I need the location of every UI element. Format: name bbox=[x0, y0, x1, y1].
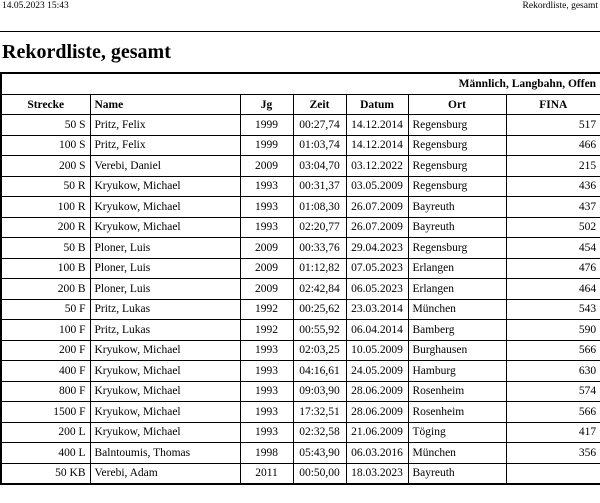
cell-jg: 1993 bbox=[240, 217, 293, 238]
cell-datum: 21.06.2009 bbox=[346, 422, 408, 443]
cell-name: Kryukow, Michael bbox=[90, 361, 240, 382]
cell-name: Pritz, Felix bbox=[90, 115, 240, 136]
cell-strecke: 800 F bbox=[1, 381, 90, 402]
cell-datum: 06.05.2023 bbox=[346, 279, 408, 300]
cell-ort: Bayreuth bbox=[408, 463, 506, 484]
cell-name: Kryukow, Michael bbox=[90, 402, 240, 423]
cell-ort: Burghausen bbox=[408, 340, 506, 361]
cell-jg: 1999 bbox=[240, 115, 293, 136]
cell-zeit: 00:50,00 bbox=[293, 463, 346, 484]
cell-name: Ploner, Luis bbox=[90, 258, 240, 279]
cell-datum: 28.06.2009 bbox=[346, 402, 408, 423]
cell-jg: 1992 bbox=[240, 320, 293, 341]
table-row bbox=[1, 217, 600, 238]
cell-strecke: 400 F bbox=[1, 361, 90, 382]
cell-datum: 26.07.2009 bbox=[346, 217, 408, 238]
table-row bbox=[1, 299, 600, 320]
cell-name: Pritz, Lukas bbox=[90, 299, 240, 320]
table-row bbox=[1, 115, 600, 136]
print-doc-title: Rekordliste, gesamt bbox=[522, 1, 598, 11]
table-row bbox=[1, 463, 600, 484]
cell-datum: 18.03.2023 bbox=[346, 463, 408, 484]
column-header-jg: Jg bbox=[240, 95, 293, 115]
cell-name: Pritz, Felix bbox=[90, 135, 240, 156]
cell-fina: 356 bbox=[506, 443, 600, 464]
cell-jg: 1993 bbox=[240, 361, 293, 382]
cell-name: Balntoumis, Thomas bbox=[90, 443, 240, 464]
cell-strecke: 100 B bbox=[1, 258, 90, 279]
cell-strecke: 50 F bbox=[1, 299, 90, 320]
cell-zeit: 09:03,90 bbox=[293, 381, 346, 402]
table-row bbox=[1, 258, 600, 279]
cell-fina: 590 bbox=[506, 320, 600, 341]
cell-name: Ploner, Luis bbox=[90, 238, 240, 259]
cell-strecke: 200 R bbox=[1, 217, 90, 238]
table-row bbox=[1, 176, 600, 197]
cell-fina: 566 bbox=[506, 402, 600, 423]
cell-datum: 10.05.2009 bbox=[346, 340, 408, 361]
cell-datum: 03.12.2022 bbox=[346, 156, 408, 177]
cell-fina: 437 bbox=[506, 197, 600, 218]
cell-name: Pritz, Lukas bbox=[90, 320, 240, 341]
table-row bbox=[1, 443, 600, 464]
cell-datum: 14.12.2014 bbox=[346, 135, 408, 156]
cell-jg: 2011 bbox=[240, 463, 293, 484]
cell-ort: Bayreuth bbox=[408, 197, 506, 218]
cell-ort: Regensburg bbox=[408, 238, 506, 259]
cell-jg: 1993 bbox=[240, 422, 293, 443]
cell-zeit: 02:42,84 bbox=[293, 279, 346, 300]
table-row bbox=[1, 238, 600, 259]
cell-name: Ploner, Luis bbox=[90, 279, 240, 300]
cell-fina: 464 bbox=[506, 279, 600, 300]
cell-ort: Bamberg bbox=[408, 320, 506, 341]
cell-zeit: 00:27,74 bbox=[293, 115, 346, 136]
table-row bbox=[1, 402, 600, 423]
cell-datum: 28.06.2009 bbox=[346, 381, 408, 402]
cell-ort: Regensburg bbox=[408, 156, 506, 177]
cell-datum: 24.05.2009 bbox=[346, 361, 408, 382]
cell-zeit: 01:08,30 bbox=[293, 197, 346, 218]
cell-ort: Hamburg bbox=[408, 361, 506, 382]
cell-strecke: 200 S bbox=[1, 156, 90, 177]
cell-fina: 215 bbox=[506, 156, 600, 177]
cell-strecke: 50 R bbox=[1, 176, 90, 197]
table-row bbox=[1, 361, 600, 382]
cell-jg: 1993 bbox=[240, 381, 293, 402]
cell-zeit: 01:12,82 bbox=[293, 258, 346, 279]
category-label: Männlich, Langbahn, Offen bbox=[1, 73, 600, 95]
cell-strecke: 50 S bbox=[1, 115, 90, 136]
cell-name: Kryukow, Michael bbox=[90, 197, 240, 218]
cell-ort: Erlangen bbox=[408, 279, 506, 300]
cell-jg: 1998 bbox=[240, 443, 293, 464]
cell-datum: 06.03.2016 bbox=[346, 443, 408, 464]
cell-name: Kryukow, Michael bbox=[90, 422, 240, 443]
print-header bbox=[2, 0, 598, 14]
cell-fina: 476 bbox=[506, 258, 600, 279]
cell-zeit: 03:04,70 bbox=[293, 156, 346, 177]
cell-fina: 454 bbox=[506, 238, 600, 259]
cell-jg: 1993 bbox=[240, 197, 293, 218]
cell-name: Kryukow, Michael bbox=[90, 176, 240, 197]
column-header-fina: FINA bbox=[506, 95, 600, 115]
cell-jg: 2009 bbox=[240, 279, 293, 300]
cell-strecke: 100 S bbox=[1, 135, 90, 156]
header-divider bbox=[0, 31, 600, 32]
cell-ort: Rosenheim bbox=[408, 381, 506, 402]
cell-jg: 1993 bbox=[240, 176, 293, 197]
table-row bbox=[1, 422, 600, 443]
cell-name: Kryukow, Michael bbox=[90, 381, 240, 402]
table-row bbox=[1, 279, 600, 300]
header-row bbox=[1, 95, 600, 115]
cell-datum: 03.05.2009 bbox=[346, 176, 408, 197]
cell-zeit: 00:31,37 bbox=[293, 176, 346, 197]
cell-jg: 1999 bbox=[240, 135, 293, 156]
cell-fina: 517 bbox=[506, 115, 600, 136]
cell-strecke: 1500 F bbox=[1, 402, 90, 423]
cell-strecke: 400 L bbox=[1, 443, 90, 464]
cell-fina: 543 bbox=[506, 299, 600, 320]
cell-datum: 06.04.2014 bbox=[346, 320, 408, 341]
cell-strecke: 100 F bbox=[1, 320, 90, 341]
cell-fina: 417 bbox=[506, 422, 600, 443]
cell-ort: München bbox=[408, 299, 506, 320]
cell-fina: 630 bbox=[506, 361, 600, 382]
cell-fina: 574 bbox=[506, 381, 600, 402]
record-table bbox=[0, 72, 600, 485]
cell-strecke: 200 B bbox=[1, 279, 90, 300]
cell-datum: 29.04.2023 bbox=[346, 238, 408, 259]
cell-zeit: 02:32,58 bbox=[293, 422, 346, 443]
column-header-strecke: Strecke bbox=[1, 95, 90, 115]
cell-ort: München bbox=[408, 443, 506, 464]
record-rows bbox=[1, 115, 600, 485]
cell-jg: 1993 bbox=[240, 340, 293, 361]
cell-ort: Rosenheim bbox=[408, 402, 506, 423]
cell-datum: 23.03.2014 bbox=[346, 299, 408, 320]
cell-jg: 1992 bbox=[240, 299, 293, 320]
cell-fina: 502 bbox=[506, 217, 600, 238]
cell-ort: Regensburg bbox=[408, 176, 506, 197]
cell-datum: 14.12.2014 bbox=[346, 115, 408, 136]
cell-zeit: 00:25,62 bbox=[293, 299, 346, 320]
cell-name: Verebi, Adam bbox=[90, 463, 240, 484]
cell-zeit: 05:43,90 bbox=[293, 443, 346, 464]
cell-jg: 1993 bbox=[240, 402, 293, 423]
column-header-zeit: Zeit bbox=[293, 95, 346, 115]
cell-fina: 566 bbox=[506, 340, 600, 361]
table-row bbox=[1, 320, 600, 341]
cell-zeit: 17:32,51 bbox=[293, 402, 346, 423]
cell-fina: 436 bbox=[506, 176, 600, 197]
cell-zeit: 04:16,61 bbox=[293, 361, 346, 382]
cell-zeit: 00:33,76 bbox=[293, 238, 346, 259]
cell-ort: Regensburg bbox=[408, 135, 506, 156]
page-title: Rekordliste, gesamt bbox=[2, 41, 171, 63]
cell-jg: 2009 bbox=[240, 258, 293, 279]
cell-ort: Erlangen bbox=[408, 258, 506, 279]
table-row bbox=[1, 381, 600, 402]
column-header-name: Name bbox=[90, 95, 240, 115]
category-row bbox=[1, 73, 600, 95]
cell-zeit: 02:20,77 bbox=[293, 217, 346, 238]
cell-name: Verebi, Daniel bbox=[90, 156, 240, 177]
cell-strecke: 50 KB bbox=[1, 463, 90, 484]
cell-name: Kryukow, Michael bbox=[90, 217, 240, 238]
cell-ort: Töging bbox=[408, 422, 506, 443]
cell-ort: Regensburg bbox=[408, 115, 506, 136]
cell-strecke: 100 R bbox=[1, 197, 90, 218]
cell-fina bbox=[506, 463, 600, 484]
cell-datum: 07.05.2023 bbox=[346, 258, 408, 279]
cell-jg: 2009 bbox=[240, 238, 293, 259]
cell-fina: 466 bbox=[506, 135, 600, 156]
print-timestamp: 14.05.2023 15:43 bbox=[2, 1, 69, 11]
column-header-datum: Datum bbox=[346, 95, 408, 115]
cell-strecke: 200 L bbox=[1, 422, 90, 443]
cell-strecke: 50 B bbox=[1, 238, 90, 259]
cell-strecke: 200 F bbox=[1, 340, 90, 361]
cell-datum: 26.07.2009 bbox=[346, 197, 408, 218]
cell-zeit: 01:03,74 bbox=[293, 135, 346, 156]
table-row bbox=[1, 340, 600, 361]
cell-zeit: 02:03,25 bbox=[293, 340, 346, 361]
table-row bbox=[1, 197, 600, 218]
cell-zeit: 00:55,92 bbox=[293, 320, 346, 341]
cell-jg: 2009 bbox=[240, 156, 293, 177]
table-row bbox=[1, 156, 600, 177]
cell-ort: Bayreuth bbox=[408, 217, 506, 238]
cell-name: Kryukow, Michael bbox=[90, 340, 240, 361]
table-row bbox=[1, 135, 600, 156]
column-header-ort: Ort bbox=[408, 95, 506, 115]
